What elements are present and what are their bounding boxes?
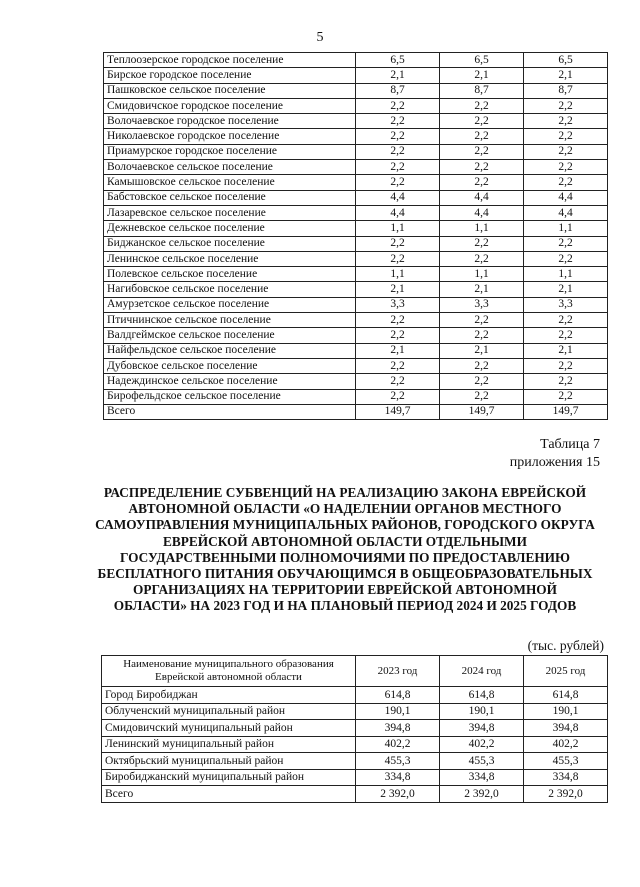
row-name: Найфельдское сельское поселение	[104, 343, 356, 358]
value-2025: 334,8	[524, 769, 608, 786]
value-2025: 1,1	[524, 267, 608, 282]
value-2024: 2,2	[440, 144, 524, 159]
value-2025: 190,1	[524, 703, 608, 720]
value-2023: 2,2	[356, 129, 440, 144]
value-2024: 2,2	[440, 389, 524, 404]
value-2025: 2,2	[524, 358, 608, 373]
value-2024: 2,2	[440, 374, 524, 389]
table-row	[104, 205, 608, 220]
value-2023: 2,2	[356, 389, 440, 404]
value-2023: 2,2	[356, 114, 440, 129]
value-2024: 2,2	[440, 236, 524, 251]
header-name: Наименование муниципального образования Еврейской автономной области	[102, 656, 356, 687]
value-2025: 2,1	[524, 282, 608, 297]
section-heading: РАСПРЕДЕЛЕНИЕ СУБВЕНЦИЙ НА РЕАЛИЗАЦИЮ ЗАКОНА ЕВРЕЙСКОЙ АВТОНОМНОЙ ОБЛАСТИ «О НАДЕЛЕНИИ ОРГАНОВ МЕСТНОГО САМОУПРАВЛЕНИЯ МУНИЦИПАЛЬНЫХ РАЙОНОВ, ГОРОДСКОГО ОКРУГА ЕВРЕЙСКОЙ АВТОНОМНОЙ ОБЛАСТИ ОТДЕЛЬНЫМИ ГОСУДАРСТВЕННЫМИ ПОЛНОМОЧИЯМИ ПО ПРЕДОСТАВЛЕНИЮ БЕСПЛАТНОГО ПИТАНИЯ ОБУЧАЮЩИМСЯ В ОБЩЕОБРАЗОВАТЕЛЬНЫХ ОРГАНИЗАЦИЯХ НА ТЕРРИТОРИИ ЕВРЕЙСКОЙ АВТОНОМНОЙ ОБЛАСТИ» НА 2023 ГОД И НА ПЛАНОВЫЙ ПЕРИОД 2024 И 2025 ГОДОВ	[95, 485, 595, 614]
value-2023: 2,2	[356, 144, 440, 159]
value-2024: 394,8	[440, 720, 524, 737]
value-2023: 2,1	[356, 282, 440, 297]
value-2024: 2 392,0	[440, 786, 524, 803]
row-name: Биджанское сельское поселение	[104, 236, 356, 251]
table-row	[102, 720, 608, 737]
table-row	[104, 190, 608, 205]
table-row	[104, 53, 608, 68]
value-2024: 1,1	[440, 221, 524, 236]
table-row	[104, 236, 608, 251]
districts-table	[101, 655, 608, 803]
table-row	[104, 328, 608, 343]
table-row	[104, 343, 608, 358]
header-2025: 2025 год	[524, 656, 608, 687]
row-name: Смидовичское городское поселение	[104, 98, 356, 113]
value-2025: 402,2	[524, 736, 608, 753]
value-2025: 2,2	[524, 129, 608, 144]
table-row	[102, 786, 608, 803]
value-2024: 334,8	[440, 769, 524, 786]
settlements-table	[103, 52, 608, 420]
table-row	[104, 358, 608, 373]
value-2025: 2,1	[524, 343, 608, 358]
row-name: Бирофельдское сельское поселение	[104, 389, 356, 404]
value-2025: 2,1	[524, 68, 608, 83]
table-row	[102, 769, 608, 786]
row-name: Теплоозерское городское поселение	[104, 53, 356, 68]
value-2024: 3,3	[440, 297, 524, 312]
table-row	[104, 129, 608, 144]
row-name: Камышовское сельское поселение	[104, 175, 356, 190]
value-2024: 4,4	[440, 190, 524, 205]
value-2024: 2,1	[440, 282, 524, 297]
row-name: Всего	[104, 404, 356, 419]
value-2024: 149,7	[440, 404, 524, 419]
value-2025: 2,2	[524, 236, 608, 251]
row-name: Полевское сельское поселение	[104, 267, 356, 282]
table-row	[102, 753, 608, 770]
table-row	[104, 98, 608, 113]
value-2025: 1,1	[524, 221, 608, 236]
value-2024: 8,7	[440, 83, 524, 98]
table-row	[104, 389, 608, 404]
value-2024: 2,2	[440, 114, 524, 129]
value-2025: 455,3	[524, 753, 608, 770]
table-row	[104, 221, 608, 236]
row-name: Октябрьский муниципальный район	[102, 753, 356, 770]
value-2023: 149,7	[356, 404, 440, 419]
value-2025: 2,2	[524, 98, 608, 113]
value-2023: 2,2	[356, 374, 440, 389]
value-2023: 334,8	[356, 769, 440, 786]
row-name: Амурзетское сельское поселение	[104, 297, 356, 312]
row-name: Лазаревское сельское поселение	[104, 205, 356, 220]
value-2024: 2,2	[440, 313, 524, 328]
row-name: Приамурское городское поселение	[104, 144, 356, 159]
row-name: Дежневское сельское поселение	[104, 221, 356, 236]
table-row	[102, 736, 608, 753]
value-2023: 2,2	[356, 236, 440, 251]
value-2023: 2,1	[356, 68, 440, 83]
header-row	[102, 656, 608, 687]
row-name: Волочаевское городское поселение	[104, 114, 356, 129]
value-2024: 2,2	[440, 251, 524, 266]
value-2024: 2,2	[440, 129, 524, 144]
header-2023: 2023 год	[356, 656, 440, 687]
table-row	[102, 703, 608, 720]
value-2025: 4,4	[524, 190, 608, 205]
value-2025: 2 392,0	[524, 786, 608, 803]
value-2023: 6,5	[356, 53, 440, 68]
value-2023: 2,2	[356, 328, 440, 343]
value-2024: 2,2	[440, 175, 524, 190]
header-2024: 2024 год	[440, 656, 524, 687]
value-2024: 2,2	[440, 328, 524, 343]
value-2024: 1,1	[440, 267, 524, 282]
value-2023: 190,1	[356, 703, 440, 720]
value-2023: 1,1	[356, 221, 440, 236]
table-row	[104, 144, 608, 159]
row-name: Бабстовское сельское поселение	[104, 190, 356, 205]
value-2024: 2,2	[440, 358, 524, 373]
value-2024: 6,5	[440, 53, 524, 68]
value-2024: 402,2	[440, 736, 524, 753]
value-2024: 2,1	[440, 68, 524, 83]
value-2023: 394,8	[356, 720, 440, 737]
table-row	[104, 267, 608, 282]
value-2024: 2,2	[440, 160, 524, 175]
row-name: Ленинское сельское поселение	[104, 251, 356, 266]
value-2023: 2,2	[356, 160, 440, 175]
row-name: Ленинский муниципальный район	[102, 736, 356, 753]
table-row	[104, 404, 608, 419]
table-row	[104, 160, 608, 175]
value-2025: 4,4	[524, 205, 608, 220]
row-name: Биробиджанский муниципальный район	[102, 769, 356, 786]
value-2023: 2,1	[356, 343, 440, 358]
row-name: Нагибовское сельское поселение	[104, 282, 356, 297]
row-name: Дубовское сельское поселение	[104, 358, 356, 373]
value-2025: 2,2	[524, 313, 608, 328]
value-2025: 2,2	[524, 175, 608, 190]
table-row	[104, 282, 608, 297]
row-name: Птичнинское сельское поселение	[104, 313, 356, 328]
value-2025: 2,2	[524, 114, 608, 129]
value-2023: 402,2	[356, 736, 440, 753]
value-2023: 4,4	[356, 205, 440, 220]
table-number: Таблица 7	[540, 437, 600, 452]
row-name: Бирское городское поселение	[104, 68, 356, 83]
value-2024: 2,2	[440, 98, 524, 113]
table-row	[104, 175, 608, 190]
row-name: Пашковское сельское поселение	[104, 83, 356, 98]
value-2025: 149,7	[524, 404, 608, 419]
value-2025: 614,8	[524, 687, 608, 704]
value-2023: 2,2	[356, 358, 440, 373]
table-row	[104, 297, 608, 312]
value-2025: 2,2	[524, 389, 608, 404]
row-name: Валдгеймское сельское поселение	[104, 328, 356, 343]
value-2025: 2,2	[524, 374, 608, 389]
table-row	[104, 68, 608, 83]
value-2024: 190,1	[440, 703, 524, 720]
value-2025: 394,8	[524, 720, 608, 737]
page-number: 5	[316, 30, 324, 45]
value-2024: 614,8	[440, 687, 524, 704]
row-name: Город Биробиджан	[102, 687, 356, 704]
row-name: Всего	[102, 786, 356, 803]
row-name: Смидовичский муниципальный район	[102, 720, 356, 737]
value-2025: 2,2	[524, 251, 608, 266]
value-2023: 3,3	[356, 297, 440, 312]
value-2023: 4,4	[356, 190, 440, 205]
table-row	[104, 374, 608, 389]
value-2023: 8,7	[356, 83, 440, 98]
value-2023: 2,2	[356, 175, 440, 190]
table-row	[104, 251, 608, 266]
value-2023: 455,3	[356, 753, 440, 770]
value-2024: 4,4	[440, 205, 524, 220]
value-2024: 455,3	[440, 753, 524, 770]
row-name: Волочаевское сельское поселение	[104, 160, 356, 175]
value-2023: 1,1	[356, 267, 440, 282]
value-2025: 2,2	[524, 160, 608, 175]
row-name: Облученский муниципальный район	[102, 703, 356, 720]
table-row	[104, 313, 608, 328]
value-2025: 2,2	[524, 328, 608, 343]
value-2023: 614,8	[356, 687, 440, 704]
value-2025: 3,3	[524, 297, 608, 312]
table-row	[104, 83, 608, 98]
value-2023: 2 392,0	[356, 786, 440, 803]
value-2024: 2,1	[440, 343, 524, 358]
value-2025: 8,7	[524, 83, 608, 98]
table-row	[102, 687, 608, 704]
value-2023: 2,2	[356, 98, 440, 113]
value-2025: 2,2	[524, 144, 608, 159]
row-name: Надеждинское сельское поселение	[104, 374, 356, 389]
value-2023: 2,2	[356, 251, 440, 266]
units-label: (тыс. рублей)	[527, 638, 604, 653]
appendix-reference: приложения 15	[509, 455, 600, 470]
table-row	[104, 114, 608, 129]
value-2023: 2,2	[356, 313, 440, 328]
value-2025: 6,5	[524, 53, 608, 68]
row-name: Николаевское городское поселение	[104, 129, 356, 144]
